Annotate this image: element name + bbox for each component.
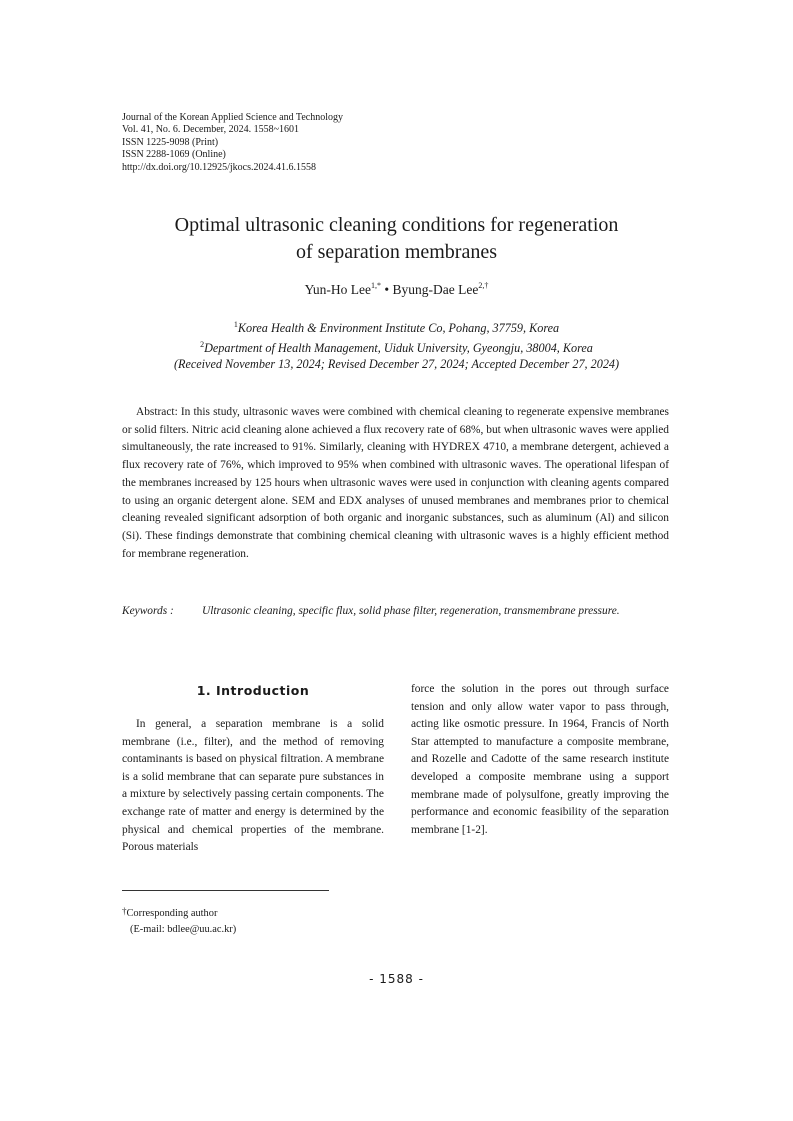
journal-name: Journal of the Korean Applied Science and Technology <box>122 112 343 123</box>
page-number: - 1588 - <box>369 972 424 986</box>
abstract-text: In this study, ultrasonic waves were combined with chemical cleaning to regenerate expensive membranes or solid filters. Nitric acid cleaning alone achieved a flux recovery rate of 68%, but when ultrasonic waves were applied simultaneously, the rate increased to 91%. Similarly, cleaning with HYDREX 4710, a membrane detergent, achieved a flux recovery rate of 76%, which improved to 95% when combined with ultrasonic waves. The operational lifespan of the membranes increased by 125 hours when ultrasonic waves were used in conjunction with cleaning agents compared to using an organic detergent alone. SEM and EDX analyses of unused membranes and membranes prior to chemical cleaning revealed significant adsorption of both organic and inorganic substances, such as aluminum (Al) and silicon (Si). These findings demonstrate that combining chemical cleaning with ultrasonic waves is a highly efficient method for membrane regeneration. <box>122 406 669 560</box>
doi-link[interactable]: http://dx.doi.org/10.12925/jkocs.2024.41.6.1558 <box>122 161 316 173</box>
author-2: Byung-Dae Lee <box>392 282 479 297</box>
keywords-label: Keywords : <box>122 605 174 617</box>
author-1-affiliation-mark: 1,* <box>371 281 382 290</box>
title-line-1: Optimal ultrasonic cleaning conditions for regeneration <box>174 214 619 236</box>
journal-volume: Vol. 41, No. 6. December, 2024. 1558~1601 <box>122 124 300 136</box>
issn-online: ISSN 2288-1069 (Online) <box>122 149 226 161</box>
footnote-email: (E-mail: bdlee@uu.ac.kr) <box>130 924 237 935</box>
author-list <box>100 281 693 298</box>
body-paragraph-right: force the solution in the pores out through surface tension and only allow water vapor to pass through, acting like osmotic pressure. In 1964, Francis of North Star attempted to manufacture a composite membrane, and Rozelle and Cadotte of the same research institute developed a composite membrane using a support membrane made of polysulfone, greatly improving the performance and economic feasibility of the separation membrane [1-2]. <box>411 683 669 836</box>
author-2-affiliation-mark: 2,† <box>478 281 489 290</box>
body-paragraph-left: In general, a separation membrane is a solid membrane (i.e., filter), and the method of removing contaminants is based on physical filtration. A membrane is a solid membrane that can separate pure substances in a mixture by selectively passing certain components. The exchange rate of matter and energy is determined by the physical and chemical properties of the membrane. Porous materials <box>122 718 384 854</box>
author-separator: • <box>381 282 393 297</box>
abstract <box>122 404 669 563</box>
abstract-label: Abstract: <box>136 406 178 418</box>
dagger-mark: † <box>122 906 127 916</box>
affiliation-1: $^1$Korea Health & Environment Institute Co, Pohang, 37759, Korea <box>233 320 560 335</box>
paper-title <box>100 212 693 266</box>
title-line-2: of separation membranes <box>295 241 498 263</box>
footnote-divider <box>122 890 329 891</box>
keywords-text: Ultrasonic cleaning, specific flux, solid phase filter, regeneration, transmembrane pressure. <box>202 605 620 617</box>
affiliation-2: $^2$Department of Health Management, Uiduk University, Gyeongju, 38004, Korea <box>200 339 593 355</box>
affiliations <box>60 317 733 373</box>
section-heading-introduction: 1. Introduction <box>196 683 310 698</box>
footnote <box>122 903 236 938</box>
issn-print: ISSN 1225-9098 (Print) <box>122 136 219 148</box>
author-1: Yun-Ho Lee <box>304 282 372 297</box>
received-dates: (Received November 13, 2024; Revised December 27, 2024; Accepted December 27, 2024) <box>173 357 620 371</box>
footnote-corresponding: †Corresponding author <box>122 906 218 919</box>
journal-header <box>122 112 343 174</box>
